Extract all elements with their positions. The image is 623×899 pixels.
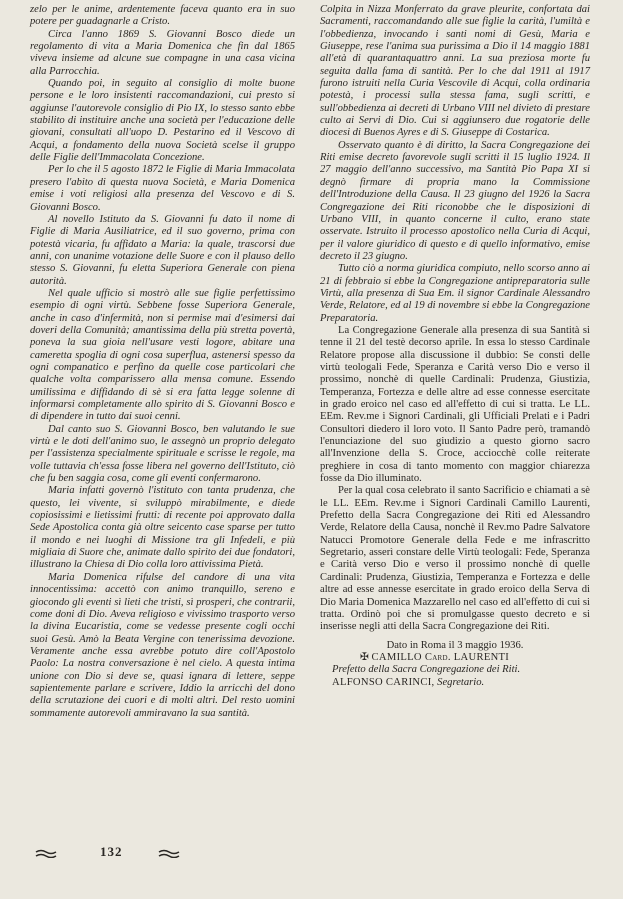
paragraph: Quando poi, in seguito al consiglio di molte buone persone e le loro insistenti raccomandazioni, cui presto si aggiunse l'autorevole consiglio di Pio IX, lo stesso santo ebbe stabilito di instituire anche una società per l'educazione delle giovani, consultati all'uopo D. Pestarino ed il Vescovo di Acqui, a fondamento della nuova Società scelse il gruppo delle Figlie dell'Immacolata Concezione.: [30, 78, 295, 164]
page-number: 132: [100, 844, 123, 859]
paragraph: Nel quale ufficio si mostrò alle sue figlie perfettissimo esempio di ogni virtù. Sebbene fosse Superiora Generale, anche in caso d'infermità, non si permise mai d'esimersi dai doveri della Comunità; amantissima della più stretta povertà, poneva la sua gioia nell'usare vesti logore, abitare una cameretta spoglia di ogni cosa superflua, astenersi spesso da ogni companatico e perfino da quelle cose particolari che qualche volta comparissero alla mensa comune. Essendo umilissima e diffidando di sè si era fatta legge solenne di informarsi completamente allo spirito di S. Giovanni Bosco e di dipendere in tutto dai suoi cenni.: [30, 287, 295, 423]
signature-date: Dato in Roma il 3 maggio 1936.: [386, 639, 524, 651]
right-ornament-icon: [158, 848, 180, 858]
paragraph: zelo per le anime, ardentemente faceva quanto era in suo potere per guadagnarle a Cristo.: [30, 4, 295, 28]
paragraph: La Congregazione Generale alla presenza di sua Santità si tenne il 21 del testè decorso aprile. In essa lo stesso Cardinale Relatore propose alla discussione il dubbio: Se consti delle virtù teologali Fede, Speranza e Carità verso Dio e verso il prossimo, nonchè di quelle Cardinali: Prudenza, Giustizia, Temperanza, Fortezza e delle altre ad esse connesse esercitate in grado eroico nel caso ed all'effetto di cui si tratta. Le LL. EEm. Rev.me i Signori Cardinali, gli Ufficiali Prelati e i Padri Consultori diedero il loro voto. Il Santo Padre però, tramandò l'enunciazione del suo giudizio a questo giorno sacro all'Invenzione della S. Croce, acciocchè colle reiterate preghiere in cosa di tanto momento con maggior chiarezza fosse da Dio illuminato.: [320, 324, 590, 485]
paragraph: Maria infatti governò l'istituto con tanta prudenza, che questo, lei vivente, si sviluppò mirabilmente, e diede copiosissimi e lietissimi frutti: di recente poi approvato dalla Sede Apostolica conta già oltre seicento case sparse per tutto il mondo e nei luoghi di Missione tra gli Infedeli, e più migliaia di Suore che, animate dallo spirito dei due fondatori, illustrano la Chiesa di Dio colla loro attivissima Pietà.: [30, 485, 295, 571]
paragraph: Colpita in Nizza Monferrato da grave pleurite, confortata dai Sacramenti, raccomandando alle sue figlie la carità, l'umiltà e l'obbedienza, invocando i santi nomi di Gesù, Maria e Giuseppe, rese l'anima sua purissima a Dio il 14 maggio 1881 all'età di quarantaquattro anni. La sua preziosa morte fu seguita dalla fama di santità. Per lo che dal 1911 al 1917 furono istruiti nella Curia Vescovile di Acqui, colla ordinaria potestà, i processi sulla stessa fama, sugli scritti, e sull'obbedienza ai decreti di Urbano VIII nel divieto di prestare culto ai Servi di Dio. Cui si aggiunsero due rogatorie delle diocesi di Buenos Ayres e di S. Giuseppe di Costarica.: [320, 4, 590, 139]
paragraph: Al novello Istituto da S. Giovanni fu dato il nome di Figlie di Maria Ausiliatrice, ed il suo governo, prima con potestà vicaria, fu affidato a Maria: la quale, trascorsi due anni, con unanime votazione delle Suore e con il plauso dello stesso S. Giovanni, fu eletta Superiora Generale con piena autorità.: [30, 213, 295, 287]
left-column: [30, 4, 295, 720]
signer-secretary: [320, 677, 590, 689]
paragraph: Per la qual cosa celebrato il santo Sacrificio e chiamati a sè le LL. EEm. Rev.me i Signori Cardinali Camillo Laurenti, Prefetto della Sacra Congregazione dei Riti ed Alessandro Verde, Relatore della Causa, nonchè il Rev.mo Padre Salvatore Natucci Promotore Generale della Fede e me infrascritto Segretario, asserì constare delle Virtù teologali: Fede, Speranza e Carità verso Dio e verso il prossimo nonchè di quelle Cardinali: Prudenza, Giustizia, Temperanza e Fortezza e delle altre ad esse annesse esercitate in grado eroico della Serva di Dio Maria Domenica Mazzarello nel caso ed all'effetto di cui si tratta. Ordinò poi che si promulgasse questo decreto e si inserisse negli atti della Sacra Congregazione dei Riti.: [320, 485, 590, 633]
paragraph: Tutto ciò a norma giuridica compiuto, nello scorso anno ai 21 di febbraio si ebbe la Congregazione antipreparatoria sulle Virtù, alla presenza di Sua Em. il signor Cardinale Alessandro Verde, Relatore, ed al 19 di novembre si ebbe la Congregazione Preparatoria.: [320, 263, 590, 324]
right-column: [320, 4, 590, 689]
signer-prefect-name: CAMILLO Card. LAURENTI: [371, 651, 510, 663]
signer-secretary-title: Segretario.: [437, 676, 485, 688]
cross-icon: ✠: [360, 651, 372, 663]
signature-block: [320, 640, 590, 689]
signer-prefect: [320, 652, 590, 664]
page-footer: [30, 844, 295, 864]
signer-prefect-title: Prefetto della Sacra Congregazione dei Riti.: [332, 664, 521, 676]
paragraph: Osservato quanto è di diritto, la Sacra Congregazione dei Riti emise decreto favorevole sugli scritti il 15 luglio 1924. Il 27 maggio dell'anno successivo, ma Santità Pio Papa XI si degnò firmare di propria mano la Commissione dell'Introduzione della Causa. Il 23 giugno del 1926 la Sacra Congregazione dei Riti riconobbe che le disposizioni di Urbano VIII, in quanto concerne il culto, erano state osservate. Istruito il processo apostolico nella Curia di Acqui, per il valore giuridico di questo e di quello informativo, emise decreto il 23 giugno.: [320, 139, 590, 262]
signer-secretary-name: ALFONSO CARINCI,: [332, 676, 435, 688]
paragraph: Per lo che il 5 agosto 1872 le Figlie di Maria Immacolata presero l'abito di questa nuova Società, e Maria Domenica emise i voti religiosi alla presenza del Vescovo e di S. Giovanni Bosco.: [30, 164, 295, 213]
left-ornament-icon: [35, 848, 57, 858]
paragraph: Maria Domenica rifulse del candore di una vita innocentissima: accettò con animo tranquillo, sereno e giocondo gli eventi sì lieti che tristi, sì prosperi, che contrarii, come doni di Dio. Aveva religioso e vivissimo trasporto verso la divina Eucaristia, come se vedesse presente cogli occhi suoi Gesù. Amò la Beata Vergine con tenerissima devozione. Veramente anche essa avrebbe potuto dire coll'Apostolo Paolo: La nostra conversazione è nel cielo. A questa intima unione con Dio si deve se, quasi ignara di lettere, seppe sapientemente parlare e scrivere, Iddio la arricchì del dono della scrutazione dei cuori e di molti altri. Del resto uomini sommamente autorevoli ammiravano la sua santità.: [30, 571, 295, 719]
paragraph: Circa l'anno 1869 S. Giovanni Bosco diede un regolamento di vita a Maria Domenica che fin dal 1865 viveva insieme ad alcune sue compagne in una casa vicina alla Parrocchia.: [30, 28, 295, 77]
paragraph: Dal canto suo S. Giovanni Bosco, ben valutando le sue virtù e le doti dell'animo suo, le assegnò un proprio delegato per l'assistenza specialmente spirituale e scrisse le regole, ma volle tuttavia ch'essa fosse libera nel governo dell'Istituto, ciò che fu ben saggia cosa, come gli eventi confermarono.: [30, 423, 295, 485]
